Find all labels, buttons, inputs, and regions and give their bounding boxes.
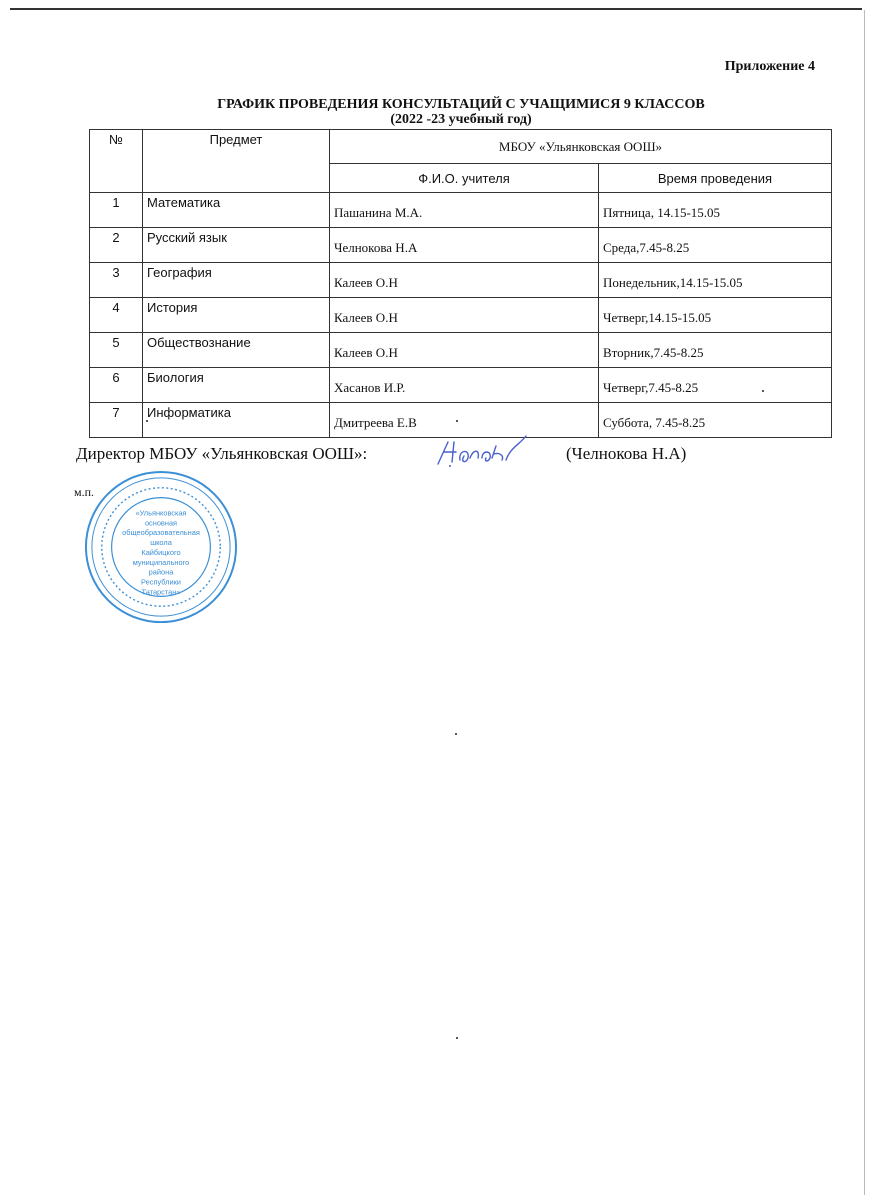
svg-text:Кайбицкого: Кайбицкого	[141, 547, 181, 557]
document-title	[90, 97, 832, 127]
svg-text:Республики: Республики	[141, 577, 181, 587]
table-header-row	[90, 130, 832, 164]
row-time: Четверг,7.45-8.25	[599, 368, 832, 403]
appendix-label: Приложение 4	[724, 59, 815, 74]
title-line-1: ГРАФИК ПРОВЕДЕНИЯ КОНСУЛЬТАЦИЙ С УЧАЩИМИСЯ 9 КЛАССОВ	[217, 97, 705, 112]
signature-dot	[449, 465, 451, 467]
svg-text:муниципального: муниципального	[132, 557, 190, 567]
svg-text:Татарстан»: Татарстан»	[141, 587, 181, 597]
svg-text:общеобразовательная: общеобразовательная	[122, 528, 200, 538]
row-subject: Информатика	[143, 403, 330, 438]
row-time: Пятница, 14.15-15.05	[599, 193, 832, 228]
row-num: 3	[90, 263, 143, 298]
consultation-schedule-table	[89, 129, 832, 438]
header-num: №	[90, 130, 143, 193]
svg-text:школа: школа	[150, 538, 172, 548]
row-teacher: Пашанина М.А.	[330, 193, 599, 228]
title-line-2: (2022 -23 учебный год)	[390, 112, 532, 127]
header-subject: Предмет	[143, 130, 330, 193]
scan-speck	[762, 390, 764, 392]
row-teacher: Челнокова Н.А	[330, 228, 599, 263]
stamp-place-label: м.п.	[74, 485, 95, 499]
row-subject: Русский язык	[143, 228, 330, 263]
row-teacher: Калеев О.Н	[330, 333, 599, 368]
row-time: Понедельник,14.15-15.05	[599, 263, 832, 298]
svg-text:района: района	[148, 567, 174, 577]
row-time: Среда,7.45-8.25	[599, 228, 832, 263]
row-subject: Биология	[143, 368, 330, 403]
seal-center-text	[122, 508, 200, 596]
table-row	[90, 368, 832, 403]
row-time: Суббота, 7.45-8.25	[599, 403, 832, 438]
row-num: 1	[90, 193, 143, 228]
row-teacher: Дмитреева Е.В	[330, 403, 599, 438]
table-row	[90, 193, 832, 228]
svg-text:основная: основная	[144, 518, 178, 528]
director-signature	[430, 432, 540, 472]
table-row	[90, 333, 832, 368]
table-row	[90, 228, 832, 263]
header-teacher: Ф.И.О. учителя	[330, 164, 599, 193]
top-border-line	[10, 8, 862, 10]
row-time: Вторник,7.45-8.25	[599, 333, 832, 368]
svg-text:«Ульянковская: «Ульянковская	[135, 508, 187, 518]
right-border-line	[864, 10, 865, 1195]
table-row	[90, 263, 832, 298]
row-num: 4	[90, 298, 143, 333]
row-teacher: Хасанов И.Р.	[330, 368, 599, 403]
scan-speck	[456, 1037, 458, 1039]
row-num: 5	[90, 333, 143, 368]
row-num: 6	[90, 368, 143, 403]
row-time: Четверг,14.15-15.05	[599, 298, 832, 333]
director-label: Директор МБОУ «Ульянковская ООШ»:	[76, 444, 368, 463]
row-teacher: Калеев О.Н	[330, 263, 599, 298]
header-time: Время проведения	[599, 164, 832, 193]
header-school: МБОУ «Ульянковская ООШ»	[330, 130, 832, 164]
table-row	[90, 298, 832, 333]
row-subject: География	[143, 263, 330, 298]
row-teacher: Калеев О.Н	[330, 298, 599, 333]
row-num: 7	[90, 403, 143, 438]
official-seal	[82, 468, 240, 626]
row-subject: Обществознание	[143, 333, 330, 368]
scan-speck	[456, 420, 458, 422]
director-name: (Челнокова Н.А)	[566, 444, 687, 463]
row-subject: Математика	[143, 193, 330, 228]
scan-speck	[146, 420, 148, 422]
scan-speck	[455, 733, 457, 735]
row-num: 2	[90, 228, 143, 263]
signature-stroke	[438, 436, 526, 464]
row-subject: История	[143, 298, 330, 333]
